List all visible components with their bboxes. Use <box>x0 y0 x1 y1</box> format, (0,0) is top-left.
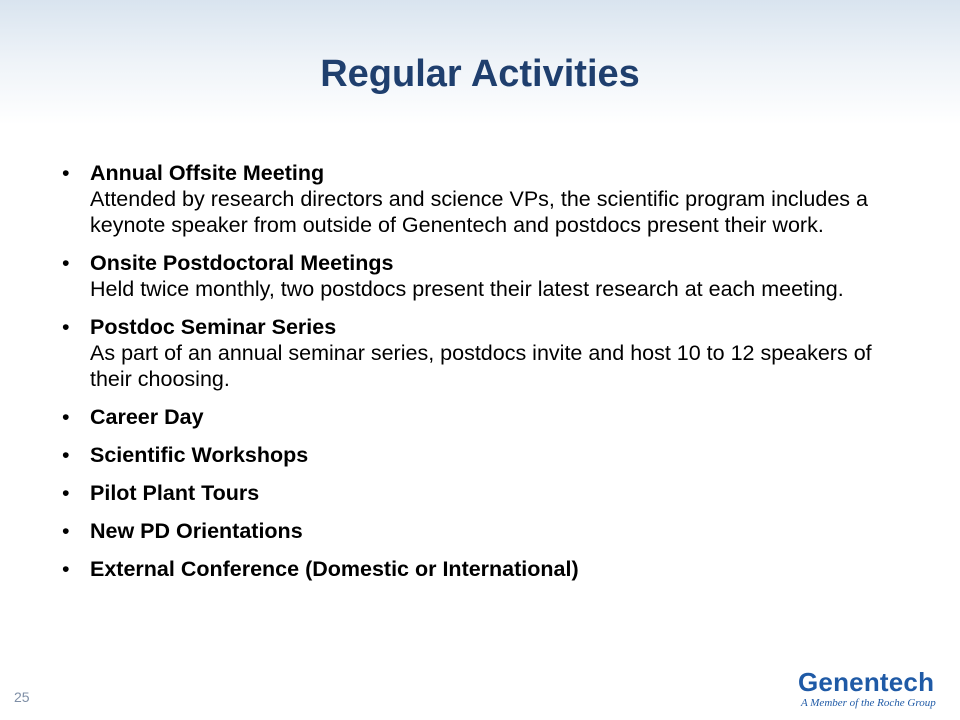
bullet-item <box>62 250 912 302</box>
bullet-description: As part of an annual seminar series, postdocs invite and host 10 to 12 speakers of their choosing. <box>90 341 872 391</box>
bullet-dot-icon: • <box>62 557 70 581</box>
page-number: 25 <box>14 689 30 705</box>
bullet-dot-icon: • <box>62 251 70 275</box>
bullet-dot-icon: • <box>62 405 70 429</box>
bullet-dot-icon: • <box>62 161 70 185</box>
slide-title: Regular Activities <box>320 53 640 95</box>
bullet-dot-icon: • <box>62 443 70 467</box>
bullet-dot-icon: • <box>62 315 70 339</box>
bullet-item <box>62 480 912 506</box>
logo-wordmark: Genentech <box>798 667 935 697</box>
bullet-heading: Annual Offsite Meeting <box>90 161 325 185</box>
bullet-item <box>62 442 912 468</box>
bullet-heading: Pilot Plant Tours <box>90 481 260 505</box>
bullet-item <box>62 556 912 582</box>
bullet-item <box>62 314 912 392</box>
bullet-item <box>62 518 912 544</box>
bullet-heading: External Conference (Domestic or International) <box>90 557 579 581</box>
bullet-description: Held twice monthly, two postdocs present their latest research at each meeting. <box>90 277 844 301</box>
bullet-heading: New PD Orientations <box>90 519 303 543</box>
bullet-list <box>62 160 912 594</box>
bullet-item <box>62 404 912 430</box>
bullet-heading: Career Day <box>90 405 204 429</box>
logo-tagline: A Member of the Roche Group <box>801 697 936 709</box>
bullet-heading: Onsite Postdoctoral Meetings <box>90 251 394 275</box>
bullet-heading: Scientific Workshops <box>90 443 309 467</box>
bullet-dot-icon: • <box>62 519 70 543</box>
bullet-description: Attended by research directors and science VPs, the scientific program includes a keynote speaker from outside of Genentech and postdocs present their work. <box>90 187 868 237</box>
bullet-heading: Postdoc Seminar Series <box>90 315 337 339</box>
genentech-logo <box>798 668 948 710</box>
bullet-item <box>62 160 912 238</box>
bullet-dot-icon: • <box>62 481 70 505</box>
